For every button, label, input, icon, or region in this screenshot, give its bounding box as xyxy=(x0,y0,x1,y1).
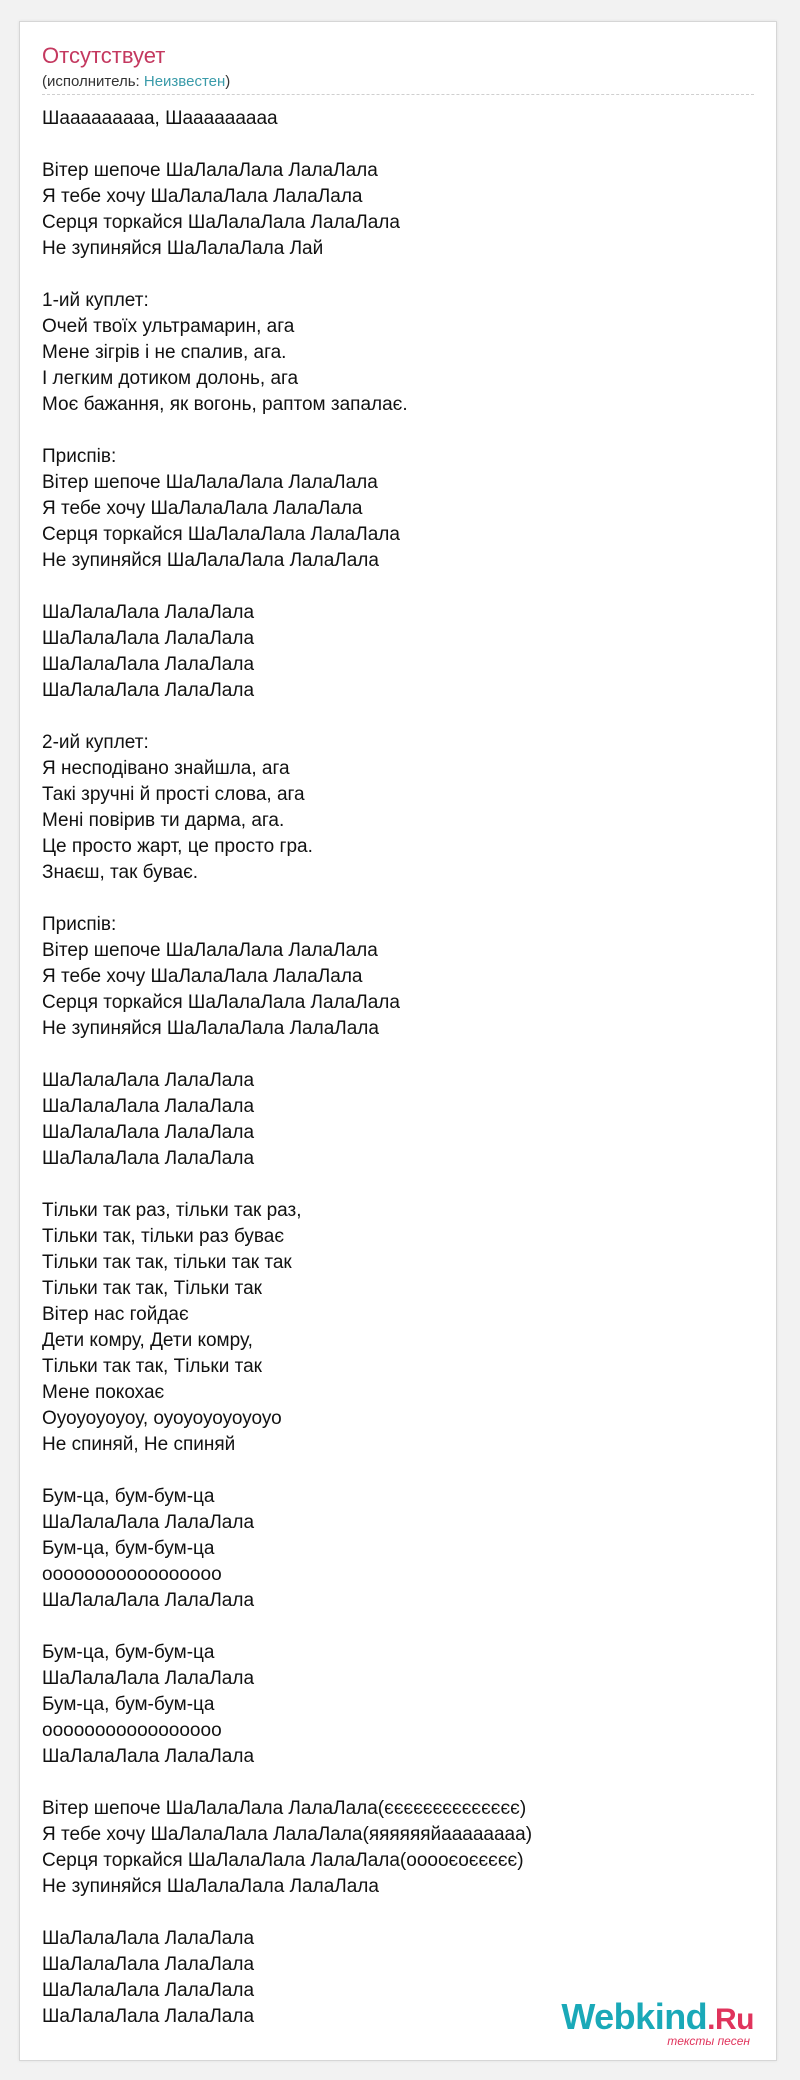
lyric-line: Не зупиняйся ШаЛалаЛала ЛалаЛала xyxy=(42,1876,379,1897)
lyric-line: ШаЛалаЛала ЛалаЛала xyxy=(42,1070,255,1091)
lyric-line: Тільки так раз, тільки так раз, xyxy=(42,1200,302,1221)
lyric-line: Я тебе хочу ШаЛалаЛала ЛалаЛала xyxy=(42,498,363,519)
lyric-line: Такі зручні й прості слова, ага xyxy=(42,784,305,805)
lyric-line: Мене покохає xyxy=(42,1382,165,1403)
site-logo[interactable] xyxy=(561,1996,754,2048)
lyric-line: Бум-ца, бум-бум-ца xyxy=(42,1642,215,1663)
lyric-line: І легким дотиком долонь, ага xyxy=(42,368,299,389)
lyric-line: Тільки так так, тільки так так xyxy=(42,1252,292,1273)
lyric-line: ШаЛалаЛала ЛалаЛала xyxy=(42,680,255,701)
lyric-line: Приспів: xyxy=(42,446,117,467)
lyrics-page xyxy=(19,21,777,2061)
lyric-line: ШаЛалаЛала ЛалаЛала xyxy=(42,2006,255,2027)
lyric-line: Серця торкайся ШаЛалаЛала ЛалаЛала(ооооєоєєєєє) xyxy=(42,1850,524,1871)
lyric-line: Бум-ца, бум-бум-ца xyxy=(42,1486,215,1507)
lyric-line: ШаЛалаЛала ЛалаЛала xyxy=(42,602,255,623)
lyric-line: Шааааааааа, Шааааааааа xyxy=(42,108,278,129)
lyric-line: ШаЛалаЛала ЛалаЛала xyxy=(42,628,255,649)
divider xyxy=(42,94,754,95)
lyric-line: ШаЛалаЛала ЛалаЛала xyxy=(42,1668,255,1689)
lyrics-text xyxy=(42,106,742,2030)
logo-wordmark xyxy=(561,1996,754,2038)
lyric-line: Тільки так так, Тільки так xyxy=(42,1278,262,1299)
lyric-line: Я несподівано знайшла, ага xyxy=(42,758,290,779)
lyric-line: Мені повірив ти дарма, ага. xyxy=(42,810,285,831)
lyric-line: ШаЛалаЛала ЛалаЛала xyxy=(42,1928,255,1949)
lyric-blank-line xyxy=(42,574,742,600)
lyric-line: Вітер шепоче ШаЛалаЛала ЛалаЛала xyxy=(42,940,378,961)
lyric-line: Моє бажання, як вогонь, раптом запалає. xyxy=(42,394,408,415)
logo-tld: .Ru xyxy=(707,2003,754,2036)
lyric-blank-line xyxy=(42,704,742,730)
lyric-line: Бум-ца, бум-бум-ца xyxy=(42,1694,215,1715)
lyric-line: Я тебе хочу ШаЛалаЛала ЛалаЛала(яяяяяяйаааааааа) xyxy=(42,1824,533,1845)
lyric-blank-line xyxy=(42,132,742,158)
lyric-line: ооооооооооооооооо xyxy=(42,1564,222,1585)
lyric-blank-line xyxy=(42,1770,742,1796)
lyric-line: Дети комру, Дети комру, xyxy=(42,1330,253,1351)
lyric-blank-line xyxy=(42,1172,742,1198)
artist-link[interactable]: Неизвестен xyxy=(143,73,226,90)
lyric-blank-line xyxy=(42,886,742,912)
lyric-blank-line xyxy=(42,1614,742,1640)
lyric-line: Не зупиняйся ШаЛалаЛала Лай xyxy=(42,238,324,259)
logo-tagline: тексты песен xyxy=(667,2034,750,2048)
lyric-line: Вітер шепоче ШаЛалаЛала ЛалаЛала(єєєєєєєєєєєєєє) xyxy=(42,1798,527,1819)
logo-brand: Webkind xyxy=(561,1996,708,2037)
lyric-blank-line xyxy=(42,1458,742,1484)
lyric-blank-line xyxy=(42,418,742,444)
artist-line xyxy=(42,73,230,91)
lyric-line: Не зупиняйся ШаЛалаЛала ЛалаЛала xyxy=(42,1018,379,1039)
lyric-blank-line xyxy=(42,1900,742,1926)
lyric-line: ШаЛалаЛала ЛалаЛала xyxy=(42,1746,255,1767)
lyric-line: ШаЛалаЛала ЛалаЛала xyxy=(42,1148,255,1169)
lyric-line: Це просто жарт, це просто гра. xyxy=(42,836,313,857)
lyric-line: ШаЛалаЛала ЛалаЛала xyxy=(42,1512,255,1533)
lyric-line: Не зупиняйся ШаЛалаЛала ЛалаЛала xyxy=(42,550,379,571)
lyric-line: Знаєш, так буває. xyxy=(42,862,199,883)
lyric-line: Я тебе хочу ШаЛалаЛала ЛалаЛала xyxy=(42,186,363,207)
lyric-line: ШаЛалаЛала ЛалаЛала xyxy=(42,654,255,675)
lyric-line: Приспів: xyxy=(42,914,117,935)
lyric-line: ШаЛалаЛала ЛалаЛала xyxy=(42,1096,255,1117)
lyric-line: ШаЛалаЛала ЛалаЛала xyxy=(42,1980,255,2001)
song-title: Отсутствует xyxy=(42,43,166,68)
artist-suffix: ) xyxy=(225,73,231,90)
lyric-line: Серця торкайся ШаЛалаЛала ЛалаЛала xyxy=(42,524,400,545)
lyric-blank-line xyxy=(42,262,742,288)
lyric-line: Тільки так, тільки раз буває xyxy=(42,1226,285,1247)
lyric-line: Очей твоїх ультрамарин, ага xyxy=(42,316,295,337)
lyric-line: Серця торкайся ШаЛалаЛала ЛалаЛала xyxy=(42,212,400,233)
lyric-line: Оуоуоуоуоу, оуоуоуоуоуоуо xyxy=(42,1408,282,1429)
lyric-line: ооооооооооооооооо xyxy=(42,1720,222,1741)
lyric-line: Вітер шепоче ШаЛалаЛала ЛалаЛала xyxy=(42,160,378,181)
lyric-line: Вітер шепоче ШаЛалаЛала ЛалаЛала xyxy=(42,472,378,493)
lyric-line: ШаЛалаЛала ЛалаЛала xyxy=(42,1590,255,1611)
artist-prefix: (исполнитель: xyxy=(42,73,144,90)
lyric-line: Серця торкайся ШаЛалаЛала ЛалаЛала xyxy=(42,992,400,1013)
lyric-line: Мене зігрів і не спалив, ага. xyxy=(42,342,287,363)
lyric-line: ШаЛалаЛала ЛалаЛала xyxy=(42,1122,255,1143)
lyric-line: Я тебе хочу ШаЛалаЛала ЛалаЛала xyxy=(42,966,363,987)
lyric-line: ШаЛалаЛала ЛалаЛала xyxy=(42,1954,255,1975)
lyric-line: 2-ий куплет: xyxy=(42,732,149,753)
lyric-line: 1-ий куплет: xyxy=(42,290,149,311)
lyric-blank-line xyxy=(42,1042,742,1068)
lyric-line: Тільки так так, Тільки так xyxy=(42,1356,262,1377)
lyric-line: Бум-ца, бум-бум-ца xyxy=(42,1538,215,1559)
lyric-line: Не спиняй, Не спиняй xyxy=(42,1434,236,1455)
lyric-line: Вітер нас гойдає xyxy=(42,1304,189,1325)
